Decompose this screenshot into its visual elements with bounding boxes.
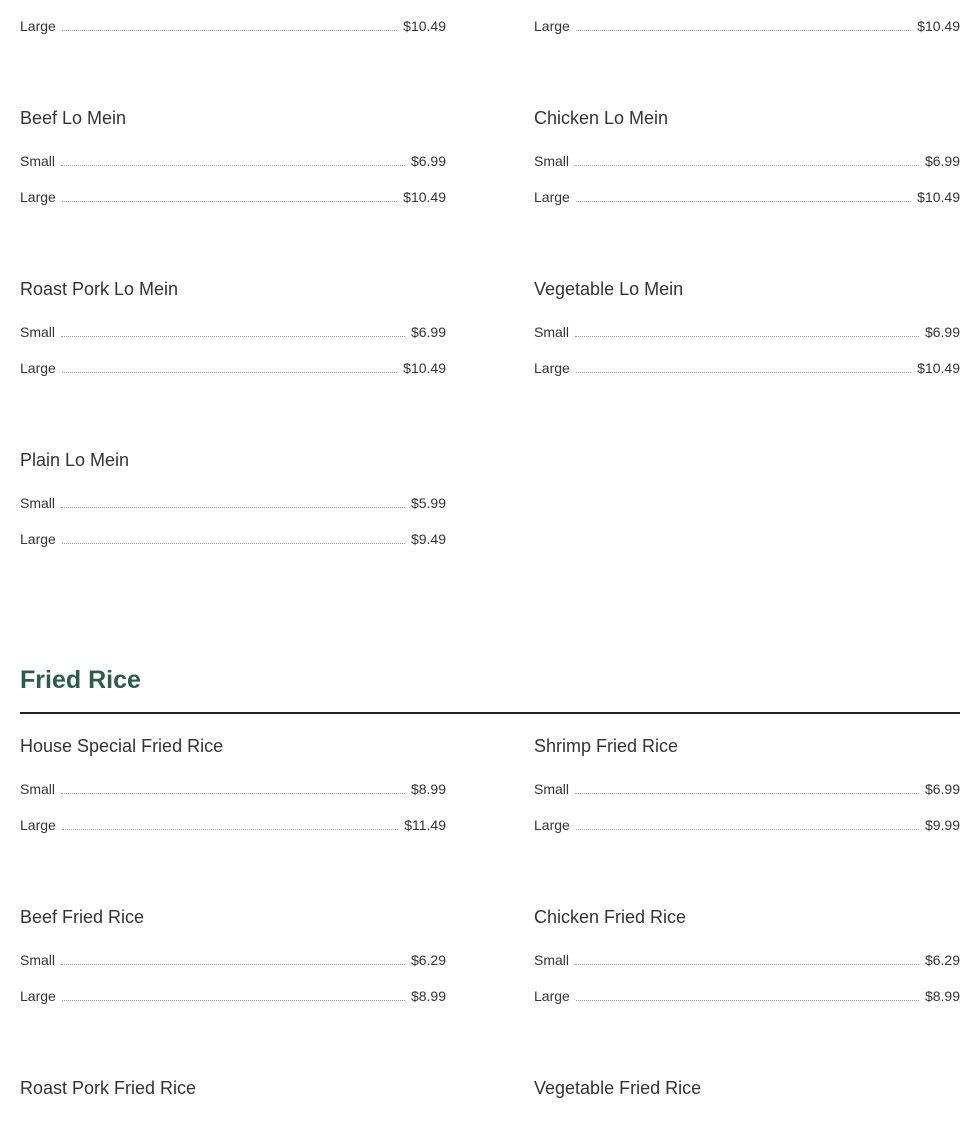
dot-leader xyxy=(61,336,405,337)
size-label: Large xyxy=(20,189,56,205)
size-label: Large xyxy=(20,360,56,376)
dot-leader xyxy=(62,30,397,31)
size-label: Large xyxy=(20,817,56,833)
dot-leader xyxy=(62,372,397,373)
price-row xyxy=(20,324,446,340)
dot-leader xyxy=(576,1000,919,1001)
price-value: $11.49 xyxy=(404,817,446,833)
price-row xyxy=(534,360,960,376)
price-value: $8.99 xyxy=(410,988,446,1004)
size-label: Large xyxy=(534,360,570,376)
size-label: Small xyxy=(20,153,56,169)
dot-leader xyxy=(575,336,919,337)
size-label: Large xyxy=(20,531,56,547)
price-value: $9.49 xyxy=(410,531,446,547)
item-name: Vegetable Lo Mein xyxy=(534,279,684,299)
price-value: $10.49 xyxy=(917,18,960,34)
dot-leader xyxy=(576,829,919,830)
price-row xyxy=(20,817,446,833)
item-name: Plain Lo Mein xyxy=(20,450,130,470)
size-label: Small xyxy=(20,952,56,968)
price-row xyxy=(20,18,446,34)
item-name: House Special Fried Rice xyxy=(20,736,224,756)
price-row xyxy=(534,324,960,340)
price-row xyxy=(20,495,446,511)
price-value: $6.99 xyxy=(924,324,960,340)
price-row xyxy=(20,531,446,547)
item-name: Beef Fried Rice xyxy=(20,907,145,927)
price-value: $10.49 xyxy=(917,360,960,376)
dot-leader xyxy=(576,30,911,31)
price-value: $8.99 xyxy=(410,781,446,797)
price-value: $6.99 xyxy=(410,324,446,340)
price-value: $6.29 xyxy=(410,952,446,968)
price-value: $10.49 xyxy=(917,189,960,205)
dot-leader xyxy=(62,543,405,544)
size-label: Large xyxy=(20,18,56,34)
size-label: Large xyxy=(20,988,56,1004)
price-value: $6.99 xyxy=(924,153,960,169)
price-row xyxy=(20,781,446,797)
dot-leader xyxy=(62,829,398,830)
price-value: $9.99 xyxy=(924,817,960,833)
dot-leader xyxy=(576,201,911,202)
dot-leader xyxy=(576,372,911,373)
price-row xyxy=(534,781,960,797)
size-label: Small xyxy=(534,952,570,968)
item-name: Roast Pork Fried Rice xyxy=(20,1078,197,1098)
price-value: $10.49 xyxy=(403,360,446,376)
item-name: Shrimp Fried Rice xyxy=(534,736,679,756)
size-label: Small xyxy=(20,781,56,797)
dot-leader xyxy=(62,201,397,202)
size-label: Large xyxy=(534,189,570,205)
dot-leader xyxy=(62,1000,405,1001)
section-title-fried-rice: Fried Rice xyxy=(20,666,141,694)
item-name: Beef Lo Mein xyxy=(20,108,127,128)
dot-leader xyxy=(575,793,919,794)
item-name: Roast Pork Lo Mein xyxy=(20,279,179,299)
price-row xyxy=(20,952,446,968)
dot-leader xyxy=(61,793,405,794)
price-value: $8.99 xyxy=(924,988,960,1004)
size-label: Large xyxy=(534,18,570,34)
price-row xyxy=(534,189,960,205)
price-row xyxy=(20,360,446,376)
price-row xyxy=(20,988,446,1004)
price-row xyxy=(534,952,960,968)
size-label: Small xyxy=(534,153,570,169)
dot-leader xyxy=(61,165,405,166)
price-value: $10.49 xyxy=(403,18,446,34)
size-label: Small xyxy=(534,781,570,797)
price-row xyxy=(20,153,446,169)
price-row xyxy=(20,189,446,205)
price-value: $6.99 xyxy=(924,781,960,797)
price-row xyxy=(534,153,960,169)
section-divider xyxy=(20,712,960,714)
dot-leader xyxy=(575,165,919,166)
size-label: Large xyxy=(534,988,570,1004)
price-value: $6.99 xyxy=(410,153,446,169)
size-label: Large xyxy=(534,817,570,833)
dot-leader xyxy=(61,964,405,965)
item-name: Vegetable Fried Rice xyxy=(534,1078,702,1098)
item-name: Chicken Fried Rice xyxy=(534,907,687,927)
price-row xyxy=(534,817,960,833)
dot-leader xyxy=(575,964,919,965)
price-value: $6.29 xyxy=(924,952,960,968)
price-row xyxy=(534,18,960,34)
price-row xyxy=(534,988,960,1004)
size-label: Small xyxy=(20,324,56,340)
size-label: Small xyxy=(20,495,56,511)
price-value: $10.49 xyxy=(403,189,446,205)
dot-leader xyxy=(61,507,405,508)
size-label: Small xyxy=(534,324,570,340)
item-name: Chicken Lo Mein xyxy=(534,108,669,128)
price-value: $5.99 xyxy=(410,495,446,511)
